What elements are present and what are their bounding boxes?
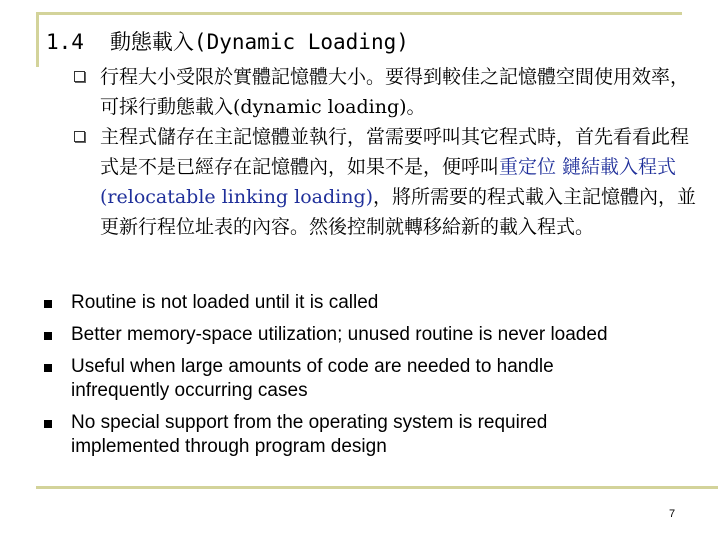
chinese-bullet-item — [74, 122, 704, 242]
bullet-line: No special support from the operating system is required — [71, 412, 548, 433]
bullet-line: Useful when large amounts of code are needed to handle — [71, 356, 554, 377]
title-text: 動態載入(Dynamic Loading) — [109, 30, 409, 54]
bullet-line: Routine is not loaded until it is called — [71, 292, 379, 313]
frame-top-rule — [36, 12, 682, 15]
english-bullet-item — [44, 411, 714, 459]
bullet-text-continued: ，將所需要的程式載入主記憶體內，並更新行程位址表的內容。然後控制就轉移給新的載入程式。 — [100, 186, 697, 238]
section-number: 1.4 — [46, 30, 84, 54]
bullet-line: Better memory-space utilization; unused routine is never loaded — [71, 324, 608, 345]
bullet-line: implemented through program design — [71, 436, 387, 457]
frame-left-rule — [36, 12, 39, 67]
highlighted-term: 重定位 鏈結載入程式(relocatable linking loading) — [100, 156, 677, 208]
english-bullet-list — [44, 291, 714, 467]
hollow-square-bullet-icon — [74, 131, 85, 142]
bullet-text: 主程式儲存在主記憶體並執行，當需要呼叫其它程式時，首先看看此程式是不是已經存在記憶體內，如果不是，便呼叫 — [100, 126, 690, 178]
bullet-text: 行程大小受限於實體記憶體大小。要得到較佳之記憶體空間使用效率，可採行動態載入(dynamic loading)。 — [100, 66, 690, 118]
english-bullet-item — [44, 355, 714, 403]
hollow-square-bullet-icon — [74, 71, 85, 82]
filled-square-bullet-icon — [44, 300, 52, 308]
page-number: 7 — [669, 508, 676, 520]
english-bullet-item — [44, 291, 714, 315]
chinese-bullet-list — [74, 62, 704, 242]
filled-square-bullet-icon — [44, 332, 52, 340]
filled-square-bullet-icon — [44, 420, 52, 428]
filled-square-bullet-icon — [44, 364, 52, 372]
english-bullet-item — [44, 323, 714, 347]
chinese-bullet-item — [74, 62, 704, 122]
bullet-line: infrequently occurring cases — [71, 380, 308, 401]
slide-title — [46, 26, 409, 56]
frame-bottom-rule — [36, 486, 718, 489]
